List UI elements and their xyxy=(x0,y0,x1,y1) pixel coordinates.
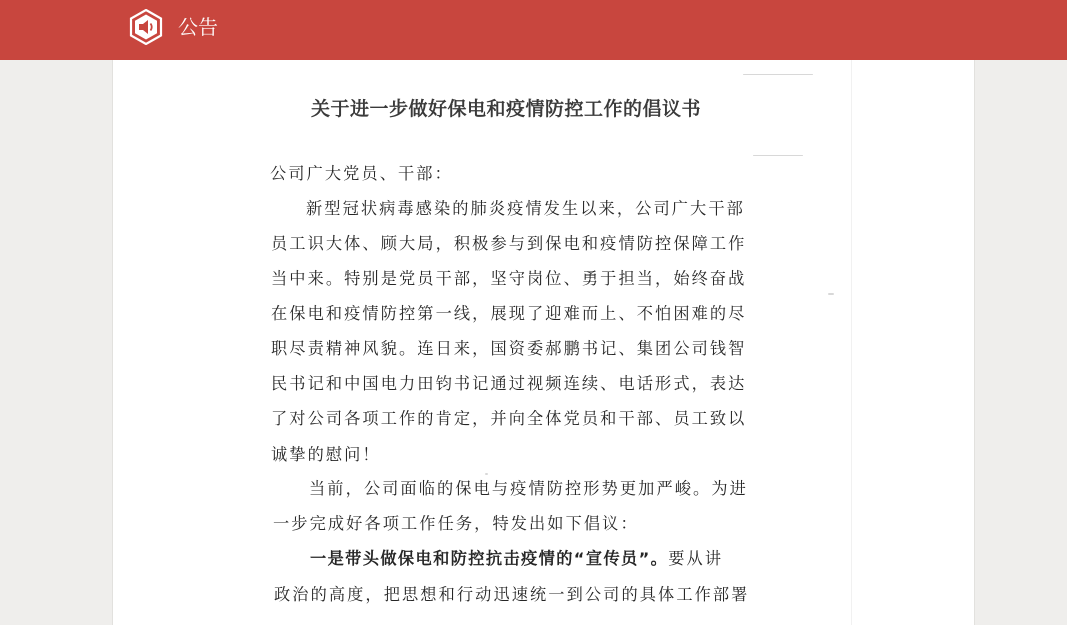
doc-line: 了对公司各项工作的肯定，并向全体党员和干部、员工致以 xyxy=(271,409,747,428)
scan-mark xyxy=(485,473,488,475)
doc-line: 当前，公司面临的保电与疫情防控形势更加严峻。为进 xyxy=(309,479,748,498)
document-title: 关于进一步做好保电和疫情防控工作的倡议书 xyxy=(310,98,701,120)
doc-line: 当中来。特别是党员干部，坚守岗位、勇于担当，始终奋战 xyxy=(271,269,747,288)
doc-line: 员工识大体、顾大局，积极参与到保电和疫情防控保障工作 xyxy=(271,234,747,253)
page-title: 公告 xyxy=(178,15,218,39)
doc-line-emphasis xyxy=(310,548,723,570)
scan-mark xyxy=(828,293,834,295)
scan-mark xyxy=(753,155,803,156)
doc-line: 职尽责精神风貌。连日来，国资委郝鹏书记、集团公司钱智 xyxy=(271,339,747,358)
doc-line: 民书记和中国电力田钧书记通过视频连续、电话形式，表达 xyxy=(271,374,747,393)
doc-line: 公司广大党员、干部： xyxy=(270,164,453,183)
megaphone-icon[interactable] xyxy=(128,9,164,45)
doc-line: 诚挚的慰问！ xyxy=(271,445,381,464)
doc-line: 政治的高度，把思想和行动迅速统一到公司的具体工作部署 xyxy=(274,585,750,604)
doc-line: 在保电和疫情防控第一线，展现了迎难而上、不怕困难的尽 xyxy=(271,304,747,323)
doc-line-tail: 要从讲 xyxy=(668,549,724,568)
announcement-panel xyxy=(112,60,975,625)
top-bar xyxy=(0,0,1067,60)
doc-line: 新型冠状病毒感染的肺炎疫情发生以来，公司广大干部 xyxy=(306,199,745,218)
doc-line: 一步完成好各项工作任务，特发出如下倡议： xyxy=(273,514,639,533)
scan-mark xyxy=(743,74,813,75)
emphasis-text: 一是带头做保电和防控抗击疫情的“宣传员”。 xyxy=(310,549,669,568)
